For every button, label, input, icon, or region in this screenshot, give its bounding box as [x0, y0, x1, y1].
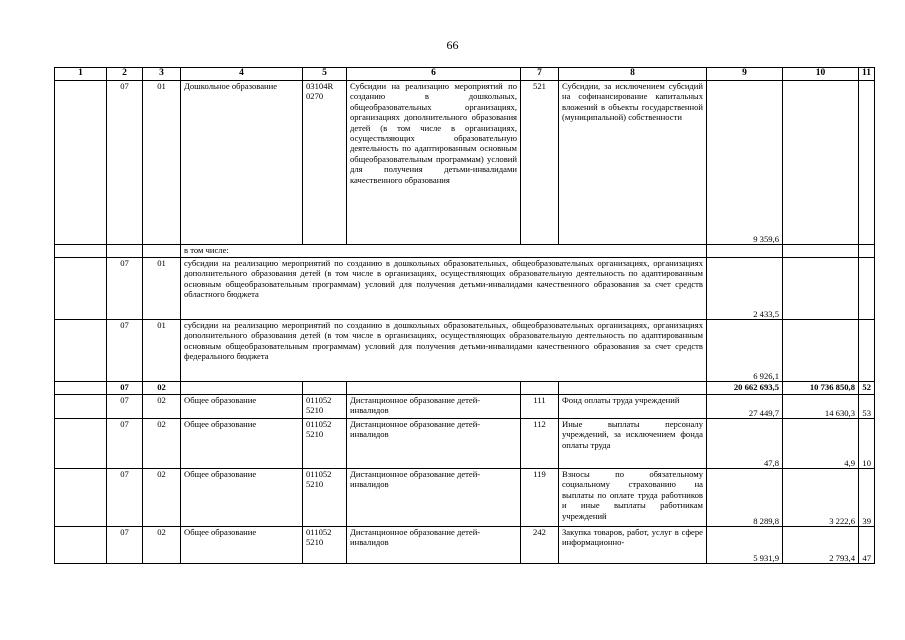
- subsidy-description: субсидии на реализацию мероприятий по созданию в дошкольных образовательных, общеобразовательных организациях, организациях дополнительного образования детей (в том числе в организациях, осуществляющих образовательную деятельность по адаптированным основным общеобразовательным программам) условий для получения детьми-инвалидами качественного образования за счет средств областного бюджета: [181, 258, 707, 320]
- section-code: 07: [107, 419, 143, 469]
- table-row: [55, 395, 875, 419]
- subsection-code: 02: [143, 419, 181, 469]
- amount-actual: 14 630,3: [783, 395, 859, 419]
- header-cell: 6: [347, 68, 521, 81]
- amount-actual: 4,9: [783, 419, 859, 469]
- including-label: в том числе:: [181, 245, 707, 258]
- section-code: 07: [107, 258, 143, 320]
- table-row: [55, 258, 875, 320]
- page-number: 66: [446, 38, 459, 52]
- header-cell: 8: [559, 68, 707, 81]
- amount-plan: 2 433,5: [707, 258, 783, 320]
- target-article-code: 011052 5210: [303, 527, 347, 564]
- table-header-row: [55, 68, 875, 81]
- percent-executed: 53: [859, 395, 875, 419]
- amount-plan: 47,8: [707, 419, 783, 469]
- expense-type-code: 112: [521, 419, 559, 469]
- amount-actual: 3 222,6: [783, 469, 859, 527]
- expense-type-name: Субсидии, за исключением субсидий на софинансирование капитальных вложений в объекты государственной (муниципальной) собственности: [559, 81, 707, 245]
- amount-plan: 27 449,7: [707, 395, 783, 419]
- table-row: [55, 469, 875, 527]
- target-article-name: Дистанционное образование детей-инвалидов: [347, 419, 521, 469]
- percent-executed: 39: [859, 469, 875, 527]
- header-cell: 3: [143, 68, 181, 81]
- subsection-code: 01: [143, 258, 181, 320]
- target-article-code: 011052 5210: [303, 469, 347, 527]
- section-total-row: [55, 382, 875, 395]
- subsidy-description: субсидии на реализацию мероприятий по созданию в дошкольных образовательных, общеобразовательных организациях, организациях дополнительного образования детей (в том числе в организациях, осуществляющих образовательную деятельность по адаптированным основным общеобразовательным программам) условий для получения детьми-инвалидами качественного образования за счет средств федерального бюджета: [181, 320, 707, 382]
- expense-type-code: 119: [521, 469, 559, 527]
- expense-type-name: Закупка товаров, работ, услуг в сфере информационно-: [559, 527, 707, 564]
- section-code: 07: [107, 395, 143, 419]
- subsection-name: Общее образование: [181, 419, 303, 469]
- section-code: 07: [107, 382, 143, 395]
- section-code: 07: [107, 320, 143, 382]
- amount-plan: 8 289,8: [707, 469, 783, 527]
- subsection-code: 02: [143, 382, 181, 395]
- header-cell: 1: [55, 68, 107, 81]
- table-row: [55, 245, 875, 258]
- percent-executed: 47: [859, 527, 875, 564]
- expense-type-code: 242: [521, 527, 559, 564]
- percent-executed: [859, 81, 875, 245]
- subsection-name: Общее образование: [181, 527, 303, 564]
- expense-type-name: Иные выплаты персоналу учреждений, за исключением фонда оплаты труда: [559, 419, 707, 469]
- target-article-code: 011052 5210: [303, 395, 347, 419]
- expense-type-code: 111: [521, 395, 559, 419]
- expense-type-name: Взносы по обязательному социальному страхованию на выплаты по оплате труда работников и иные выплаты работникам учреждений: [559, 469, 707, 527]
- table-row: [55, 527, 875, 564]
- subsection-code: 02: [143, 469, 181, 527]
- section-code: 07: [107, 527, 143, 564]
- amount-plan: 6 926,1: [707, 320, 783, 382]
- table-row: [55, 419, 875, 469]
- amount-actual: 2 793,4: [783, 527, 859, 564]
- header-cell: 10: [783, 68, 859, 81]
- subsection-code: 01: [143, 81, 181, 245]
- expense-type-name: Фонд оплаты труда учреждений: [559, 395, 707, 419]
- expense-type-code: 521: [521, 81, 559, 245]
- header-cell: 9: [707, 68, 783, 81]
- target-article-code: 011052 5210: [303, 419, 347, 469]
- target-article-code: 03104R 0270: [303, 81, 347, 245]
- subsection-code: 02: [143, 395, 181, 419]
- subsection-name: Общее образование: [181, 469, 303, 527]
- header-cell: 2: [107, 68, 143, 81]
- percent-executed: 10: [859, 419, 875, 469]
- section-code: 07: [107, 81, 143, 245]
- subsection-name: Дошкольное образование: [181, 81, 303, 245]
- budget-table: [54, 67, 875, 564]
- target-article-name: Дистанционное образование детей-инвалидов: [347, 395, 521, 419]
- table-row: [55, 320, 875, 382]
- target-article-name: Дистанционное образование детей-инвалидов: [347, 469, 521, 527]
- amount-plan: 9 359,6: [707, 81, 783, 245]
- subsection-code: 02: [143, 527, 181, 564]
- target-article-name: Дистанционное образование детей-инвалидов: [347, 527, 521, 564]
- header-cell: 5: [303, 68, 347, 81]
- amount-plan: 20 662 693,5: [707, 382, 783, 395]
- subsection-name: Общее образование: [181, 395, 303, 419]
- header-cell: 4: [181, 68, 303, 81]
- header-cell: 7: [521, 68, 559, 81]
- amount-actual: 10 736 850,8: [783, 382, 859, 395]
- percent-executed: 52: [859, 382, 875, 395]
- header-cell: 11: [859, 68, 875, 81]
- amount-actual: [783, 81, 859, 245]
- table-row: [55, 81, 875, 245]
- subsection-code: 01: [143, 320, 181, 382]
- target-article-name: Субсидии на реализацию мероприятий по созданию в дошкольных, общеобразовательных организациях, организациях дополнительного образования детей (в том числе в организациях, осуществляющих образовательную деятельность по адаптированным основным общеобразовательным программам) условий для получения детьми-инвалидами качественного образования: [347, 81, 521, 245]
- section-code: 07: [107, 469, 143, 527]
- amount-plan: 5 931,9: [707, 527, 783, 564]
